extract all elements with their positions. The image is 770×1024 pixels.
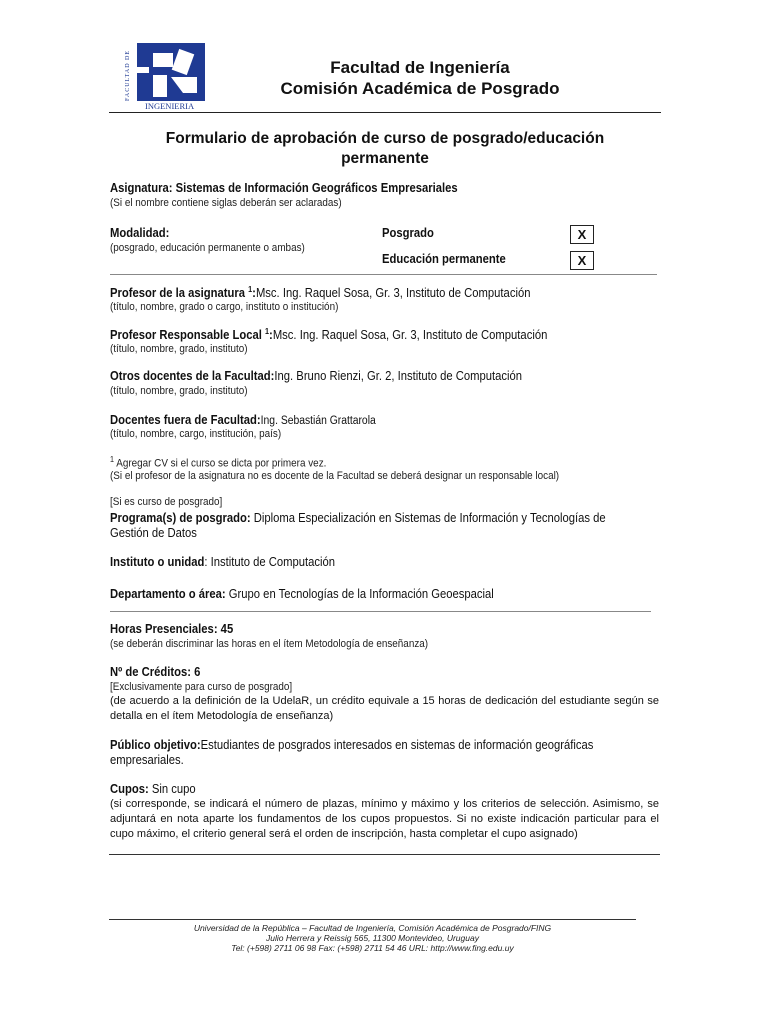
otros-line: Otros docentes de la Facultad:Ing. Bruno Rienzi, Gr. 2, Instituto de Computación bbox=[110, 369, 523, 383]
modalidad-label: Modalidad: bbox=[110, 226, 170, 240]
fuera-line: Docentes fuera de Facultad:Ing. Sebastián Grattarola bbox=[110, 413, 376, 427]
departamento-line: Departamento o área: Grupo en Tecnologías de la Información Geoespacial bbox=[110, 587, 494, 601]
bottom-divider bbox=[109, 854, 660, 855]
profesor-line: Profesor de la asignatura $^1$:Msc. Ing. Raquel Sosa, Gr. 3, Instituto de Computación bbox=[110, 285, 531, 301]
footer-line3: Tel: (+598) 2711 06 98 Fax: (+598) 2711 54 46 URL: http://www.fing.edu.uy bbox=[231, 943, 514, 953]
footer-divider bbox=[109, 919, 636, 920]
fuera-note: (título, nombre, cargo, institución, país) bbox=[110, 428, 282, 440]
asignatura-label: Asignatura: Sistemas de Información Geográficos Empresariales bbox=[110, 181, 458, 195]
footer-line2: Julio Herrera y Reissig 565, 11300 Montevideo, Uruguay bbox=[266, 933, 479, 943]
section-divider-2 bbox=[110, 611, 651, 612]
section-divider bbox=[110, 274, 657, 275]
horas-note: (se deberán discriminar las horas en el ítem Metodología de enseñanza) bbox=[110, 638, 429, 650]
programa-pre: [Si es curso de posgrado] bbox=[110, 496, 223, 508]
profesor-note: (título, nombre, grado o cargo, instituto o institución) bbox=[110, 301, 339, 313]
cupos-line: Cupos: Sin cupo bbox=[110, 782, 196, 796]
responsable-line: Profesor Responsable Local $^1$:Msc. Ing. Raquel Sosa, Gr. 3, Instituto de Computación bbox=[110, 327, 548, 343]
header-divider bbox=[109, 112, 661, 113]
footer-line1: Universidad de la República – Facultad de Ingeniería, Comisión Académica de Posgrado/FING bbox=[193, 923, 552, 933]
cupos-note: (si corresponde, se indicará el número de plazas, mínimo y máximo y los criterios de selección. Asimismo, se adjuntará en nota aparte los fundamentos de los cupos propuestos. Si no existe indicación particular para el cupo máximo, el criterio general será el orden de inscripción, hasta completar el cupo asignado) bbox=[110, 798, 659, 840]
instituto-line: Instituto o unidad: Instituto de Computación bbox=[110, 555, 336, 569]
modalidad-educacion: Educación permanente bbox=[382, 252, 506, 266]
modalidad-note: (posgrado, educación permanente o ambas) bbox=[110, 242, 305, 254]
creditos-label: Nº de Créditos: 6 bbox=[110, 665, 201, 679]
form-title: Formulario de aprobación de curso de posgrado/educación permanente bbox=[165, 130, 605, 167]
programa-line2: Gestión de Datos bbox=[110, 526, 197, 540]
publico-line: Público objetivo:Estudiantes de posgrados interesados en sistemas de información geográficas bbox=[110, 738, 594, 752]
asignatura-note: (Si el nombre contiene siglas deberán ser aclaradas) bbox=[110, 197, 342, 209]
modalidad-posgrado: Posgrado bbox=[382, 226, 434, 240]
logo-bottom-text: INGENIERIA bbox=[145, 101, 195, 111]
publico-line2: empresariales. bbox=[110, 753, 184, 767]
programa-line: Programa(s) de posgrado: Diploma Especialización en Sistemas de Información y Tecnologías de bbox=[110, 511, 606, 525]
creditos-note2: (de acuerdo a la definición de la UdelaR, un crédito equivale a 15 horas de dedicación del estudiante según se detalla en el ítem Metodología de enseñanza) bbox=[110, 695, 659, 722]
educacion-checkbox[interactable]: X bbox=[570, 251, 594, 270]
footnote-line2: (Si el profesor de la asignatura no es docente de la Facultad se deberá designar un responsable local) bbox=[110, 470, 560, 482]
otros-note: (título, nombre, grado, instituto) bbox=[110, 385, 248, 397]
creditos-note1: [Exclusivamente para curso de posgrado] bbox=[110, 681, 293, 693]
logo-side-text: FACULTAD DE bbox=[125, 49, 131, 101]
header-faculty: Facultad de Ingeniería bbox=[330, 58, 510, 77]
horas-label: Horas Presenciales: 45 bbox=[110, 622, 234, 636]
header-commission: Comisión Académica de Posgrado bbox=[280, 79, 560, 98]
responsable-note: (título, nombre, grado, instituto) bbox=[110, 343, 248, 355]
faculty-logo bbox=[123, 43, 207, 111]
posgrado-checkbox[interactable]: X bbox=[570, 225, 594, 244]
footnote-line1: $^1$ Agregar CV si el curso se dicta por primera vez. bbox=[110, 455, 327, 470]
